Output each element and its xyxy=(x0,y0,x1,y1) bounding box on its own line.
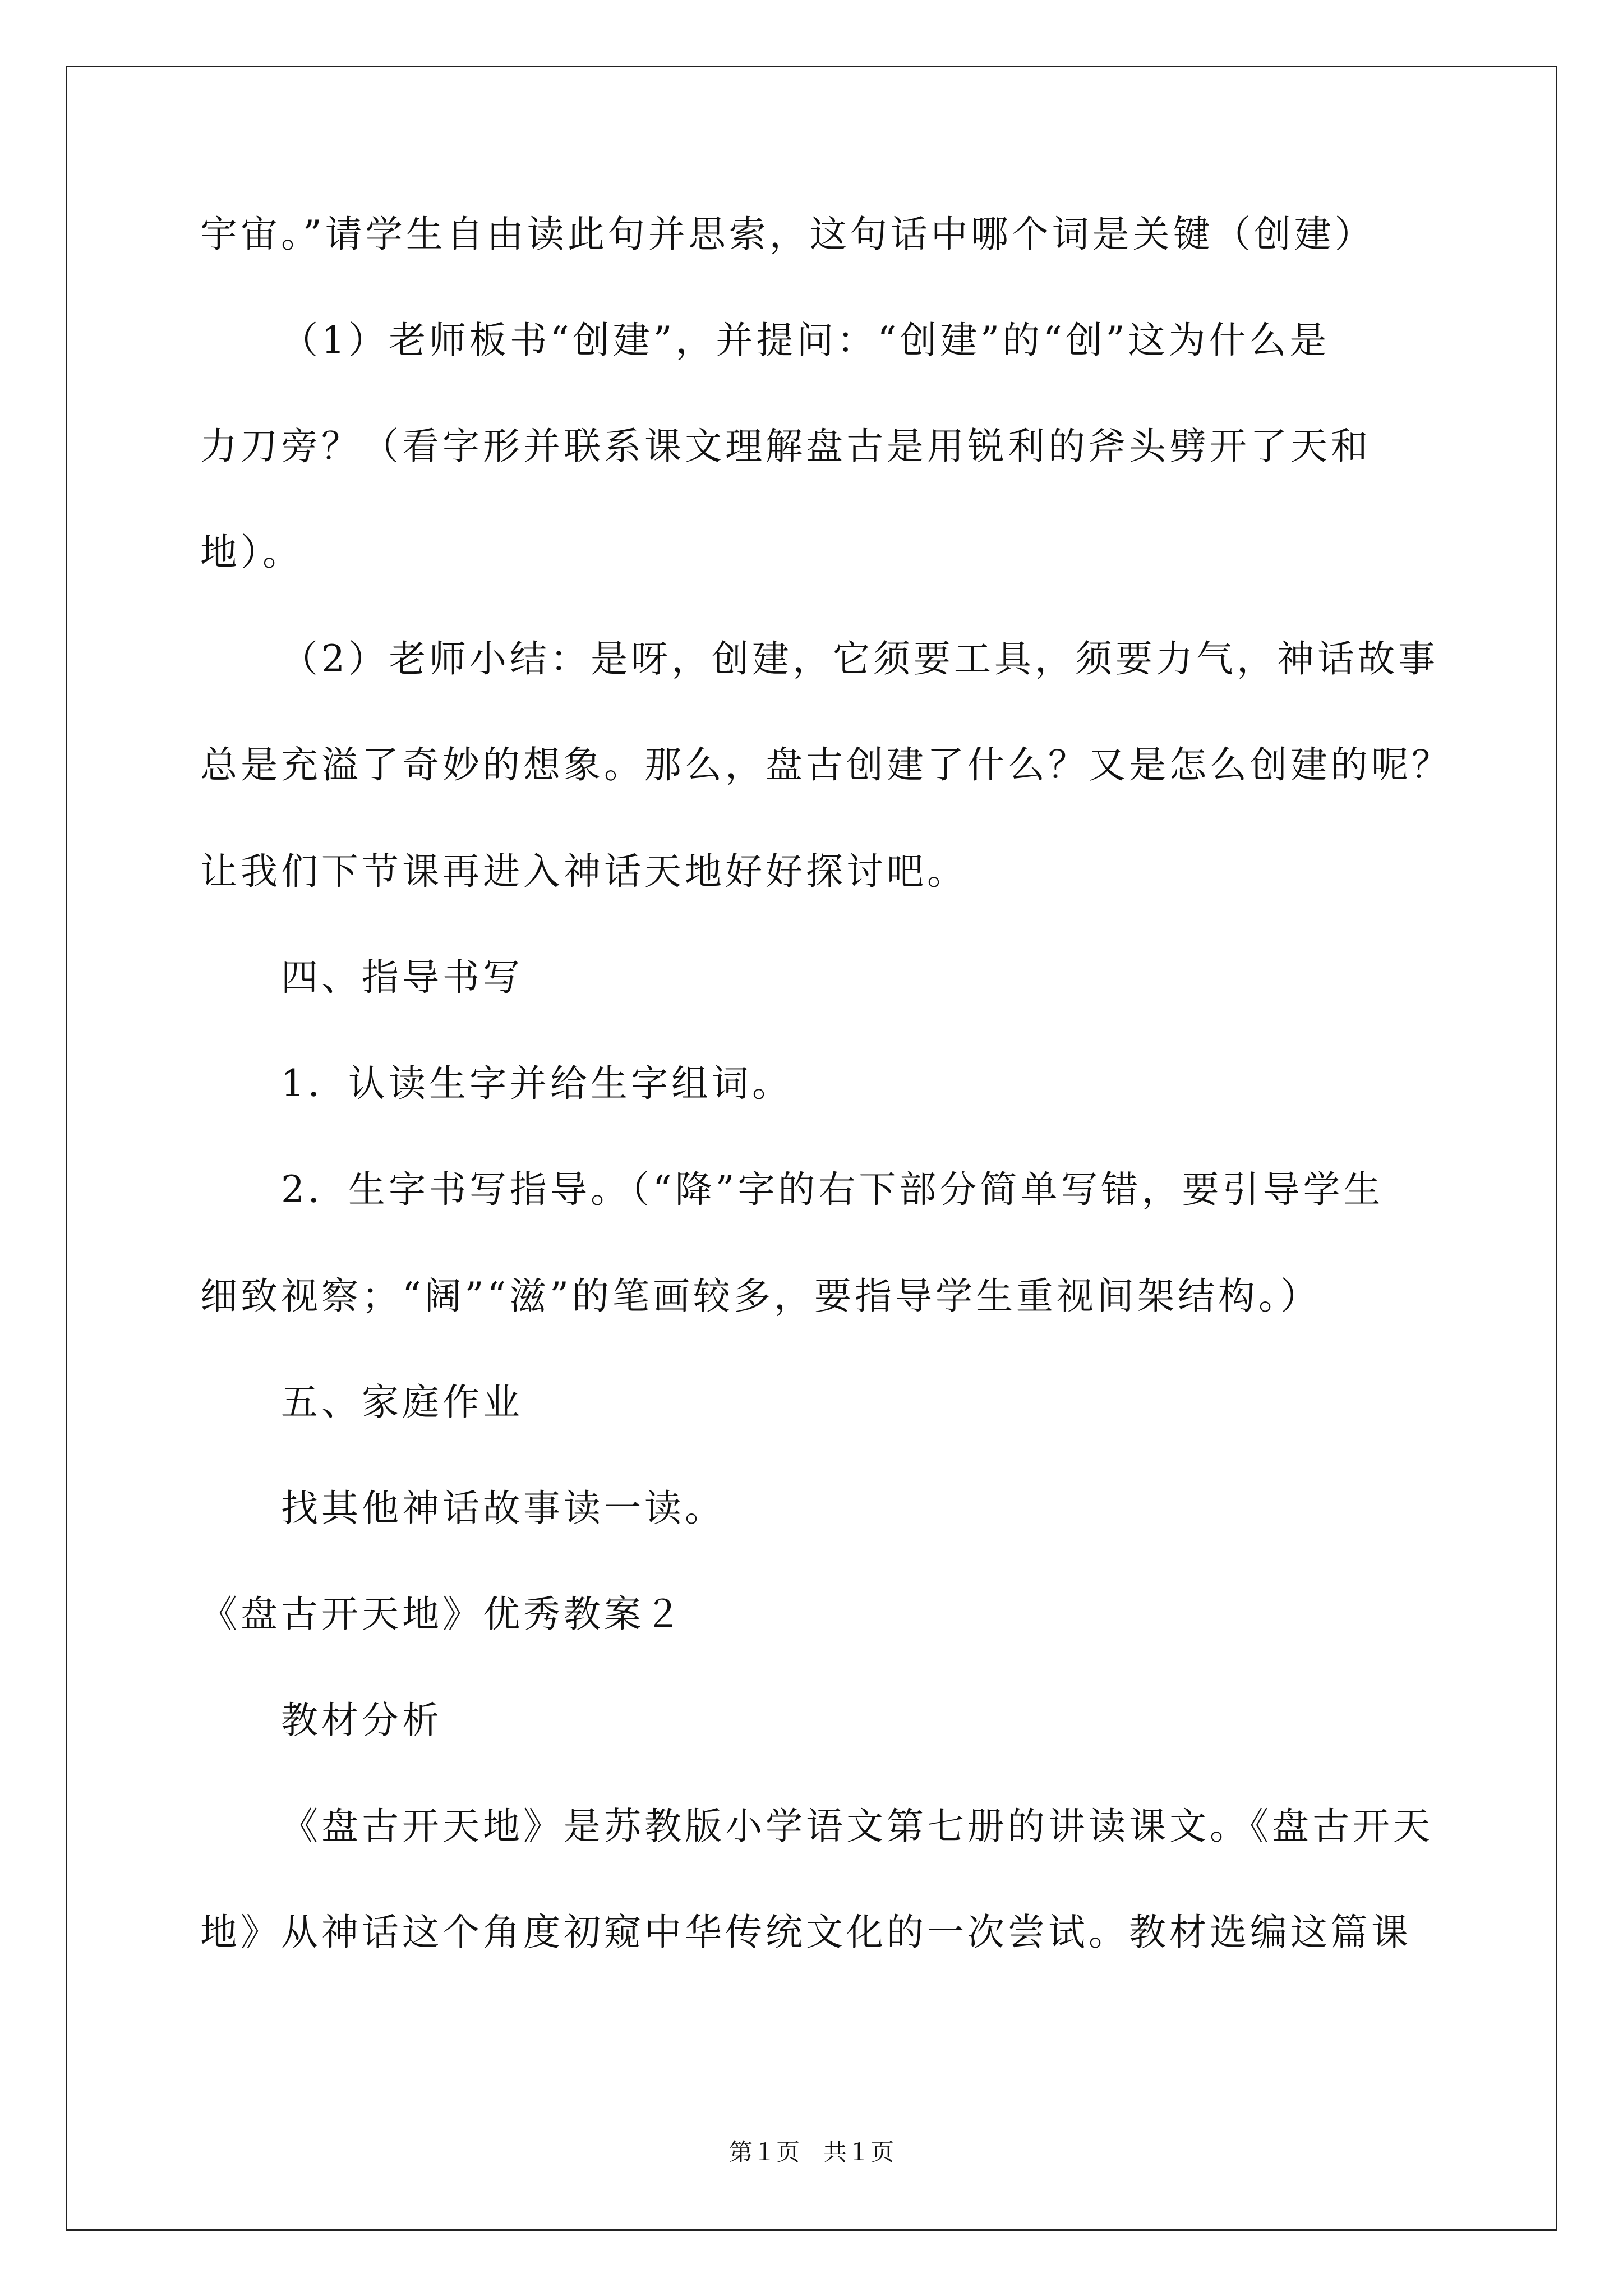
document-title: 《盘古开天地》优秀教案２ xyxy=(200,1593,685,1636)
section-heading: 四、指导书写 xyxy=(281,956,523,999)
section-heading: 教材分析 xyxy=(281,1699,442,1742)
text-line: 让我们下节课再进入神话天地好好探讨吧。 xyxy=(200,850,967,893)
page-footer: 第１页 共１页 xyxy=(728,2138,894,2166)
text-line: 力刀旁？（看字形并联系课文理解盘古是用锐利的斧头劈开了天和 xyxy=(200,425,1371,468)
text-line: 地）。 xyxy=(200,531,303,574)
text-line: 2．生字书写指导。（“降”字的右下部分简单写错，要引导学生 xyxy=(281,1168,1384,1211)
text-line: （2）老师小结：是呀，创建，它须要工具，须要力气，神话故事 xyxy=(281,637,1438,680)
text-line: 细致视察；“阔”“滋”的笔画较多，要指导学生重视间架结构。） xyxy=(200,1274,1321,1318)
text-line: （1）老师板书“创建”，并提问：“创建”的“创”这为什么是 xyxy=(281,319,1330,362)
page-border xyxy=(66,66,1557,2231)
text-line: 找其他神话故事读一读。 xyxy=(281,1487,725,1530)
text-line: 1．认读生字并给生字组词。 xyxy=(281,1062,792,1105)
text-line: 宇宙。”请学生自由读此句并思索，这句话中哪个词是关键（创建） xyxy=(200,213,1375,256)
text-line: 总是充溢了奇妙的想象。那么，盘古创建了什么？又是怎么创建的呢？ xyxy=(200,743,1452,786)
section-heading: 五、家庭作业 xyxy=(281,1381,523,1424)
text-line: 《盘古开天地》是苏教版小学语文第七册的讲读课文。《盘古开天 xyxy=(281,1805,1433,1848)
text-line: 地》从神话这个角度初窥中华传统文化的一次尝试。教材选编这篇课 xyxy=(200,1911,1412,1954)
